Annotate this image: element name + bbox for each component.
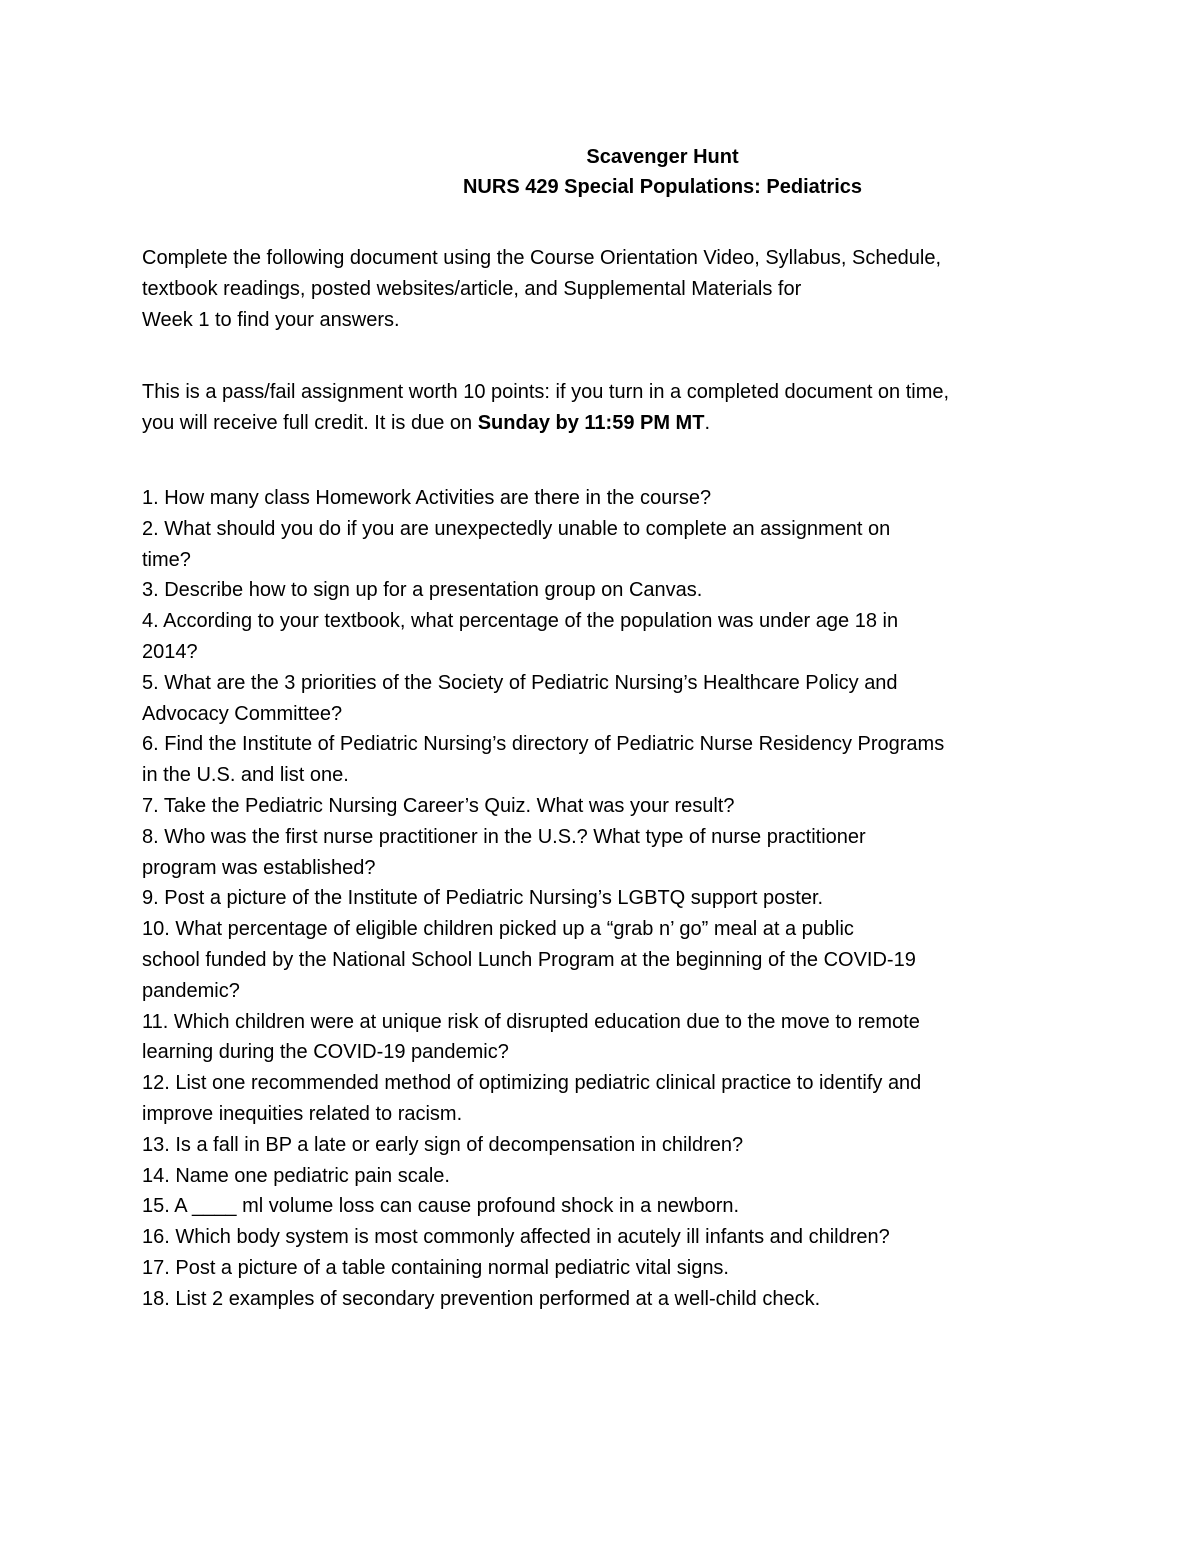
question-line: 13. Is a fall in BP a late or early sign of decompensation in children?: [142, 1133, 744, 1156]
title-block: [0, 142, 1200, 202]
document-subtitle: NURS 429 Special Populations: Pediatrics: [462, 176, 862, 198]
policy-line: This is a pass/fail assignment worth 10 points: if you turn in a completed document on time,: [142, 381, 950, 403]
question-line: in the U.S. and list one.: [142, 764, 349, 787]
question-item: [142, 668, 1032, 730]
question-line: school funded by the National School Lunch Program at the beginning of the COVID-19: [142, 948, 916, 971]
question-line: 17. Post a picture of a table containing normal pediatric vital signs.: [142, 1256, 729, 1279]
question-item: [142, 1191, 1032, 1222]
intro-line: Complete the following document using the Course Orientation Video, Syllabus, Schedule,: [142, 247, 941, 269]
question-line: 15. A ____ ml volume loss can cause profound shock in a newborn.: [142, 1195, 740, 1218]
question-item: [142, 729, 1032, 791]
question-item: [142, 1068, 1032, 1130]
question-line: 12. List one recommended method of optimizing pediatric clinical practice to identify and: [142, 1072, 922, 1095]
question-line: 2014?: [142, 640, 198, 663]
question-line: 9. Post a picture of the Institute of Pediatric Nursing’s LGBTQ support poster.: [142, 887, 824, 910]
question-line: time?: [142, 548, 191, 571]
question-item: [142, 822, 1032, 884]
question-item: [142, 883, 1032, 914]
question-item: [142, 1222, 1032, 1253]
question-line: improve inequities related to racism.: [142, 1102, 463, 1125]
question-line: 2. What should you do if you are unexpectedly unable to complete an assignment on: [142, 517, 891, 540]
question-line: 6. Find the Institute of Pediatric Nursing’s directory of Pediatric Nurse Residency Programs: [142, 733, 945, 756]
policy-paragraph: [142, 377, 1032, 439]
policy-text: you will receive full credit. It is due on: [142, 411, 478, 434]
policy-line-due: [142, 408, 1032, 439]
intro-paragraph: [142, 243, 1032, 335]
question-line: program was established?: [142, 856, 376, 879]
question-list: [142, 483, 1032, 1315]
question-line: 3. Describe how to sign up for a presentation group on Canvas.: [142, 579, 703, 602]
question-item: [142, 1161, 1032, 1192]
question-line: 11. Which children were at unique risk of disrupted education due to the move to remote: [142, 1010, 920, 1033]
question-item: [142, 575, 1032, 606]
question-line: 16. Which body system is most commonly affected in acutely ill infants and children?: [142, 1226, 890, 1249]
question-item: [142, 1253, 1032, 1284]
question-line: 8. Who was the first nurse practitioner in the U.S.? What type of nurse practitioner: [142, 825, 866, 848]
question-item: [142, 606, 1032, 668]
intro-line: Week 1 to find your answers.: [142, 308, 400, 331]
question-item: [142, 1130, 1032, 1161]
question-item: [142, 514, 1032, 576]
question-line: 4. According to your textbook, what percentage of the population was under age 18 in: [142, 610, 899, 633]
question-line: pandemic?: [142, 979, 240, 1002]
question-line: 10. What percentage of eligible children picked up a “grab n’ go” meal at a public: [142, 918, 854, 941]
question-item: [142, 1284, 1032, 1315]
intro-line: textbook readings, posted websites/article, and Supplemental Materials for: [142, 277, 802, 300]
due-date: Sunday by 11:59 PM MT: [477, 411, 705, 434]
question-item: [142, 483, 1032, 514]
question-line: 14. Name one pediatric pain scale.: [142, 1164, 450, 1187]
question-line: 18. List 2 examples of secondary prevention performed at a well-child check.: [142, 1287, 821, 1310]
question-item: [142, 1007, 1032, 1069]
question-line: 7. Take the Pediatric Nursing Career’s Quiz. What was your result?: [142, 794, 735, 817]
question-line: Advocacy Committee?: [142, 702, 343, 725]
question-item: [142, 914, 1032, 1006]
document-title: Scavenger Hunt: [586, 146, 739, 168]
policy-period: .: [704, 411, 710, 434]
question-line: learning during the COVID-19 pandemic?: [142, 1041, 509, 1064]
question-item: [142, 791, 1032, 822]
question-line: 1. How many class Homework Activities are there in the course?: [142, 487, 712, 509]
question-line: 5. What are the 3 priorities of the Society of Pediatric Nursing’s Healthcare Policy and: [142, 671, 898, 694]
